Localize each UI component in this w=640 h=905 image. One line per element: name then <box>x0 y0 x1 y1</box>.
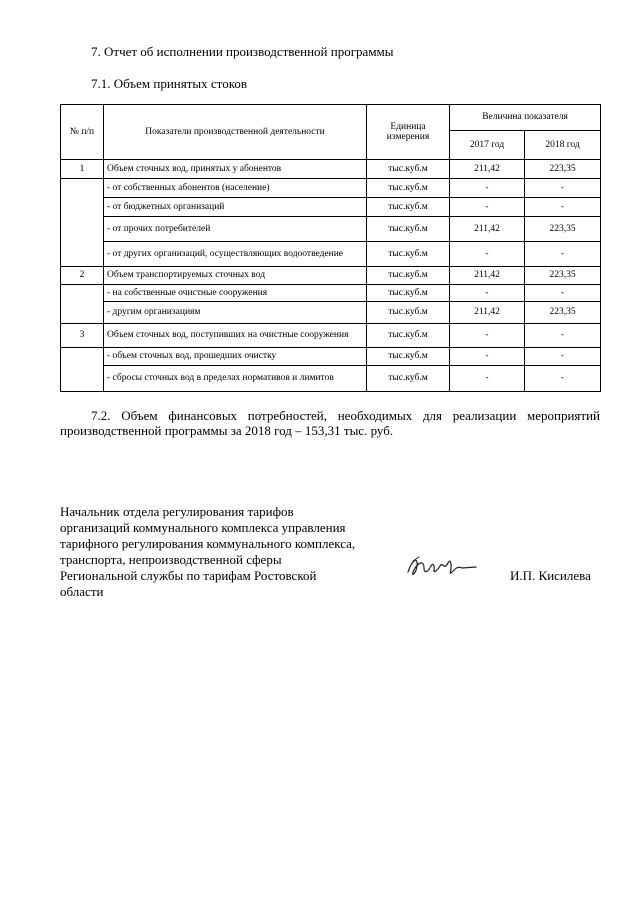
header-num: № п/п <box>61 105 104 160</box>
row-value-2018: - <box>525 198 601 217</box>
header-indicator: Показатели производственной деятельности <box>104 105 367 160</box>
row-indicator: - сбросы сточных вод в пределах нормативов и лимитов <box>104 366 367 392</box>
signatory-title: Начальник отдела регулирования тарифов организаций коммунального комплекса управления тарифного регулирования коммунального комплекса, транспорта, непроизводственной сферы Региональной службы по тарифам Ростовской области <box>60 504 356 599</box>
row-unit: тыс.куб.м <box>367 217 450 242</box>
table-header-row <box>61 105 601 131</box>
table-row <box>61 324 601 348</box>
table-row <box>61 198 601 217</box>
row-unit: тыс.куб.м <box>367 242 450 267</box>
subsection-heading: 7.1. Объем принятых стоков <box>91 76 247 91</box>
row-indicator: - на собственные очистные сооружения <box>104 285 367 302</box>
financial-needs-paragraph: 7.2. Объем финансовых потребностей, необходимых для реализации мероприятий производственной программы за 2018 год – 153,31 тыс. руб. <box>60 408 600 438</box>
row-indicator: - от бюджетных организаций <box>104 198 367 217</box>
table-row <box>61 366 601 392</box>
table-row <box>61 267 601 285</box>
row-value-2017: 211,42 <box>450 302 525 324</box>
row-value-2017: 211,42 <box>450 160 525 179</box>
signatory-name: И.П. Кисилева <box>510 568 591 583</box>
row-value-2018: - <box>525 348 601 366</box>
header-2018: 2018 год <box>525 131 601 160</box>
row-value-2018: - <box>525 242 601 267</box>
table-row <box>61 217 601 242</box>
row-unit: тыс.куб.м <box>367 348 450 366</box>
header-value: Величина показателя <box>450 105 601 131</box>
row-num: 2 <box>61 267 104 285</box>
row-indicator: - от собственных абонентов (население) <box>104 179 367 198</box>
table-row <box>61 160 601 179</box>
row-value-2018: 223,35 <box>525 160 601 179</box>
table-row <box>61 348 601 366</box>
row-value-2017: - <box>450 198 525 217</box>
row-value-2018: - <box>525 324 601 348</box>
row-value-2017: - <box>450 366 525 392</box>
row-value-2018: 223,35 <box>525 217 601 242</box>
row-indicator: - от прочих потребителей <box>104 217 367 242</box>
header-unit: Единица измерения <box>367 105 450 160</box>
table-row <box>61 179 601 198</box>
row-value-2018: - <box>525 179 601 198</box>
row-unit: тыс.куб.м <box>367 179 450 198</box>
row-value-2017: - <box>450 179 525 198</box>
row-unit: тыс.куб.м <box>367 324 450 348</box>
row-num-empty <box>61 179 104 267</box>
row-value-2018: 223,35 <box>525 302 601 324</box>
row-indicator: Объем сточных вод, принятых у абонентов <box>104 160 367 179</box>
row-value-2017: - <box>450 285 525 302</box>
table-row <box>61 302 601 324</box>
header-2017: 2017 год <box>450 131 525 160</box>
row-indicator: Объем транспортируемых сточных вод <box>104 267 367 285</box>
row-unit: тыс.куб.м <box>367 198 450 217</box>
handwritten-signature <box>404 552 482 587</box>
row-value-2017: 211,42 <box>450 267 525 285</box>
row-value-2018: - <box>525 285 601 302</box>
table-row <box>61 285 601 302</box>
row-indicator: - другим организациям <box>104 302 367 324</box>
section-heading: 7. Отчет об исполнении производственной программы <box>91 44 394 59</box>
row-unit: тыс.куб.м <box>367 160 450 179</box>
row-indicator: - объем сточных вод, прошедших очистку <box>104 348 367 366</box>
row-value-2017: - <box>450 348 525 366</box>
sewage-volume-table <box>60 104 601 392</box>
row-num-empty <box>61 348 104 392</box>
row-num: 3 <box>61 324 104 348</box>
row-unit: тыс.куб.м <box>367 302 450 324</box>
row-value-2017: - <box>450 242 525 267</box>
row-num: 1 <box>61 160 104 179</box>
row-indicator: Объем сточных вод, поступивших на очистные сооружения <box>104 324 367 348</box>
row-unit: тыс.куб.м <box>367 366 450 392</box>
row-indicator: - от других организаций, осуществляющих водоотведение <box>104 242 367 267</box>
row-unit: тыс.куб.м <box>367 267 450 285</box>
table-row <box>61 242 601 267</box>
row-num-empty <box>61 285 104 324</box>
row-unit: тыс.куб.м <box>367 285 450 302</box>
row-value-2017: - <box>450 324 525 348</box>
row-value-2017: 211,42 <box>450 217 525 242</box>
row-value-2018: 223,35 <box>525 267 601 285</box>
row-value-2018: - <box>525 366 601 392</box>
